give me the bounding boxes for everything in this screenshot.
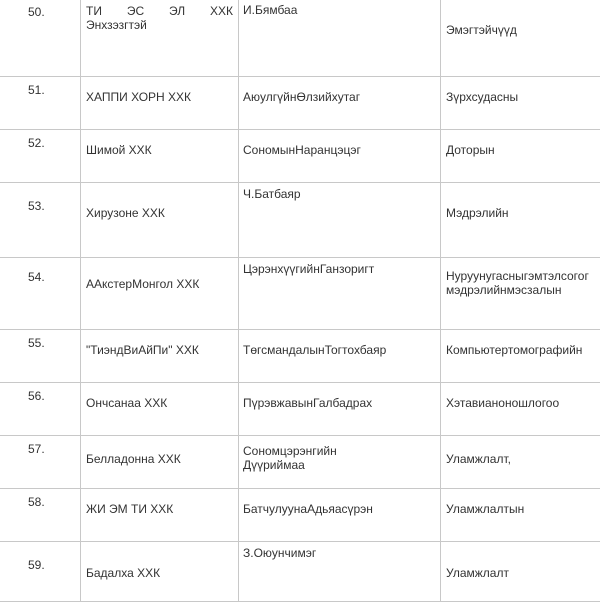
organization-cell — [81, 542, 239, 602]
organization-name — [86, 4, 233, 32]
specialty: Уламжлалт, — [446, 452, 511, 466]
person-cell — [239, 330, 441, 383]
specialty: Уламжлалтын — [446, 502, 524, 516]
row-number: 55. — [28, 336, 45, 350]
row-number-cell — [0, 383, 81, 436]
table-row — [0, 258, 600, 330]
organization-word: ЭЛ — [169, 4, 185, 18]
organization-name: ААкстерМонгол ХХК — [86, 277, 199, 291]
person-cell — [239, 383, 441, 436]
person-name: И.Бямбаа — [243, 3, 297, 17]
table-row — [0, 383, 600, 436]
person-name: З.Оюунчимэг — [243, 546, 316, 560]
person-name: ТөгсмандалынТогтохбаяр — [243, 343, 386, 357]
person-name: ЦэрэнхүүгийнГанзоригт — [243, 262, 374, 276]
organization-name: Ончсанаа ХХК — [86, 396, 167, 410]
row-number-cell — [0, 77, 81, 130]
table-row — [0, 542, 600, 602]
person-name-line2: Дүүриймаа — [243, 458, 337, 472]
row-number-cell — [0, 489, 81, 542]
person-name-line1: Сономцэрэнгийн — [243, 444, 337, 458]
row-number: 54. — [28, 270, 45, 284]
organization-name: Хирузоне ХХК — [86, 206, 165, 220]
organization-name: ХАППИ ХОРН ХХК — [86, 90, 191, 104]
row-number: 51. — [28, 83, 45, 97]
specialty-cell — [441, 383, 600, 436]
row-number: 58. — [28, 495, 45, 509]
row-number: 50. — [28, 5, 45, 19]
row-number-cell — [0, 258, 81, 330]
specialty: Эмэгтэйчүүд — [446, 23, 517, 37]
row-number-cell — [0, 542, 81, 602]
person-cell — [239, 183, 441, 258]
table-row — [0, 130, 600, 183]
organization-cell — [81, 330, 239, 383]
table-row — [0, 0, 600, 77]
specialty-cell — [441, 130, 600, 183]
organization-cell — [81, 130, 239, 183]
specialty: Компьютертомографийн — [446, 343, 582, 357]
table-row — [0, 77, 600, 130]
specialty-line2: мэдрэлийнмэсзалын — [446, 283, 589, 297]
organization-word: ТИ — [86, 4, 102, 18]
row-number: 53. — [28, 199, 45, 213]
organization-cell — [81, 383, 239, 436]
person-name: ПүрэвжавынГалбадрах — [243, 396, 372, 410]
person-cell — [239, 542, 441, 602]
row-number-cell — [0, 0, 81, 77]
person-name: СономынНаранцэцэг — [243, 143, 361, 157]
row-number: 59. — [28, 558, 45, 572]
row-number-cell — [0, 436, 81, 489]
specialty: Уламжлалт — [446, 566, 509, 580]
person-cell — [239, 0, 441, 77]
specialty-line1: Нуруунугасныгэмтэлсогог — [446, 269, 589, 283]
specialty-cell — [441, 183, 600, 258]
table-row — [0, 330, 600, 383]
person-cell — [239, 436, 441, 489]
organization-word: ЭС — [127, 4, 144, 18]
specialty-cell — [441, 436, 600, 489]
person-name: Ч.Батбаяр — [243, 187, 301, 201]
row-number-cell — [0, 130, 81, 183]
row-number: 57. — [28, 442, 45, 456]
organization-name: "ТиэндВиАйПи" ХХК — [86, 343, 199, 357]
specialty-cell — [441, 258, 600, 330]
person-cell — [239, 489, 441, 542]
specialty: Доторын — [446, 143, 495, 157]
specialty — [446, 269, 589, 297]
organization-word: ХХК — [210, 4, 233, 18]
organization-cell — [81, 183, 239, 258]
specialty-cell — [441, 542, 600, 602]
specialty-cell — [441, 77, 600, 130]
organization-name: ЖИ ЭМ ТИ ХХК — [86, 502, 173, 516]
specialty-cell — [441, 489, 600, 542]
person-name: АюулгүйнӨлзийхутаг — [243, 90, 360, 104]
row-number-cell — [0, 183, 81, 258]
organization-cell — [81, 258, 239, 330]
specialty-cell — [441, 330, 600, 383]
table-row — [0, 436, 600, 489]
person-cell — [239, 258, 441, 330]
person-cell — [239, 77, 441, 130]
specialty: Зүрхсудасны — [446, 90, 518, 104]
row-number-cell — [0, 330, 81, 383]
specialty: Хэтавианоношлогоо — [446, 396, 559, 410]
organization-cell — [81, 489, 239, 542]
organization-name-line2: Энхзэзгтэй — [86, 18, 233, 32]
table-row — [0, 183, 600, 258]
organization-cell — [81, 77, 239, 130]
organization-cell — [81, 436, 239, 489]
organization-name: Шимой ХХК — [86, 143, 152, 157]
organization-cell — [81, 0, 239, 77]
organization-name: Бадалха ХХК — [86, 566, 160, 580]
specialty: Мэдрэлийн — [446, 206, 509, 220]
row-number: 56. — [28, 389, 45, 403]
organization-name: Белладонна ХХК — [86, 452, 181, 466]
person-name — [243, 444, 337, 472]
table-row — [0, 489, 600, 542]
person-cell — [239, 130, 441, 183]
person-name: БатчулуунаАдьяасүрэн — [243, 502, 373, 516]
row-number: 52. — [28, 136, 45, 150]
specialty-cell — [441, 0, 600, 77]
